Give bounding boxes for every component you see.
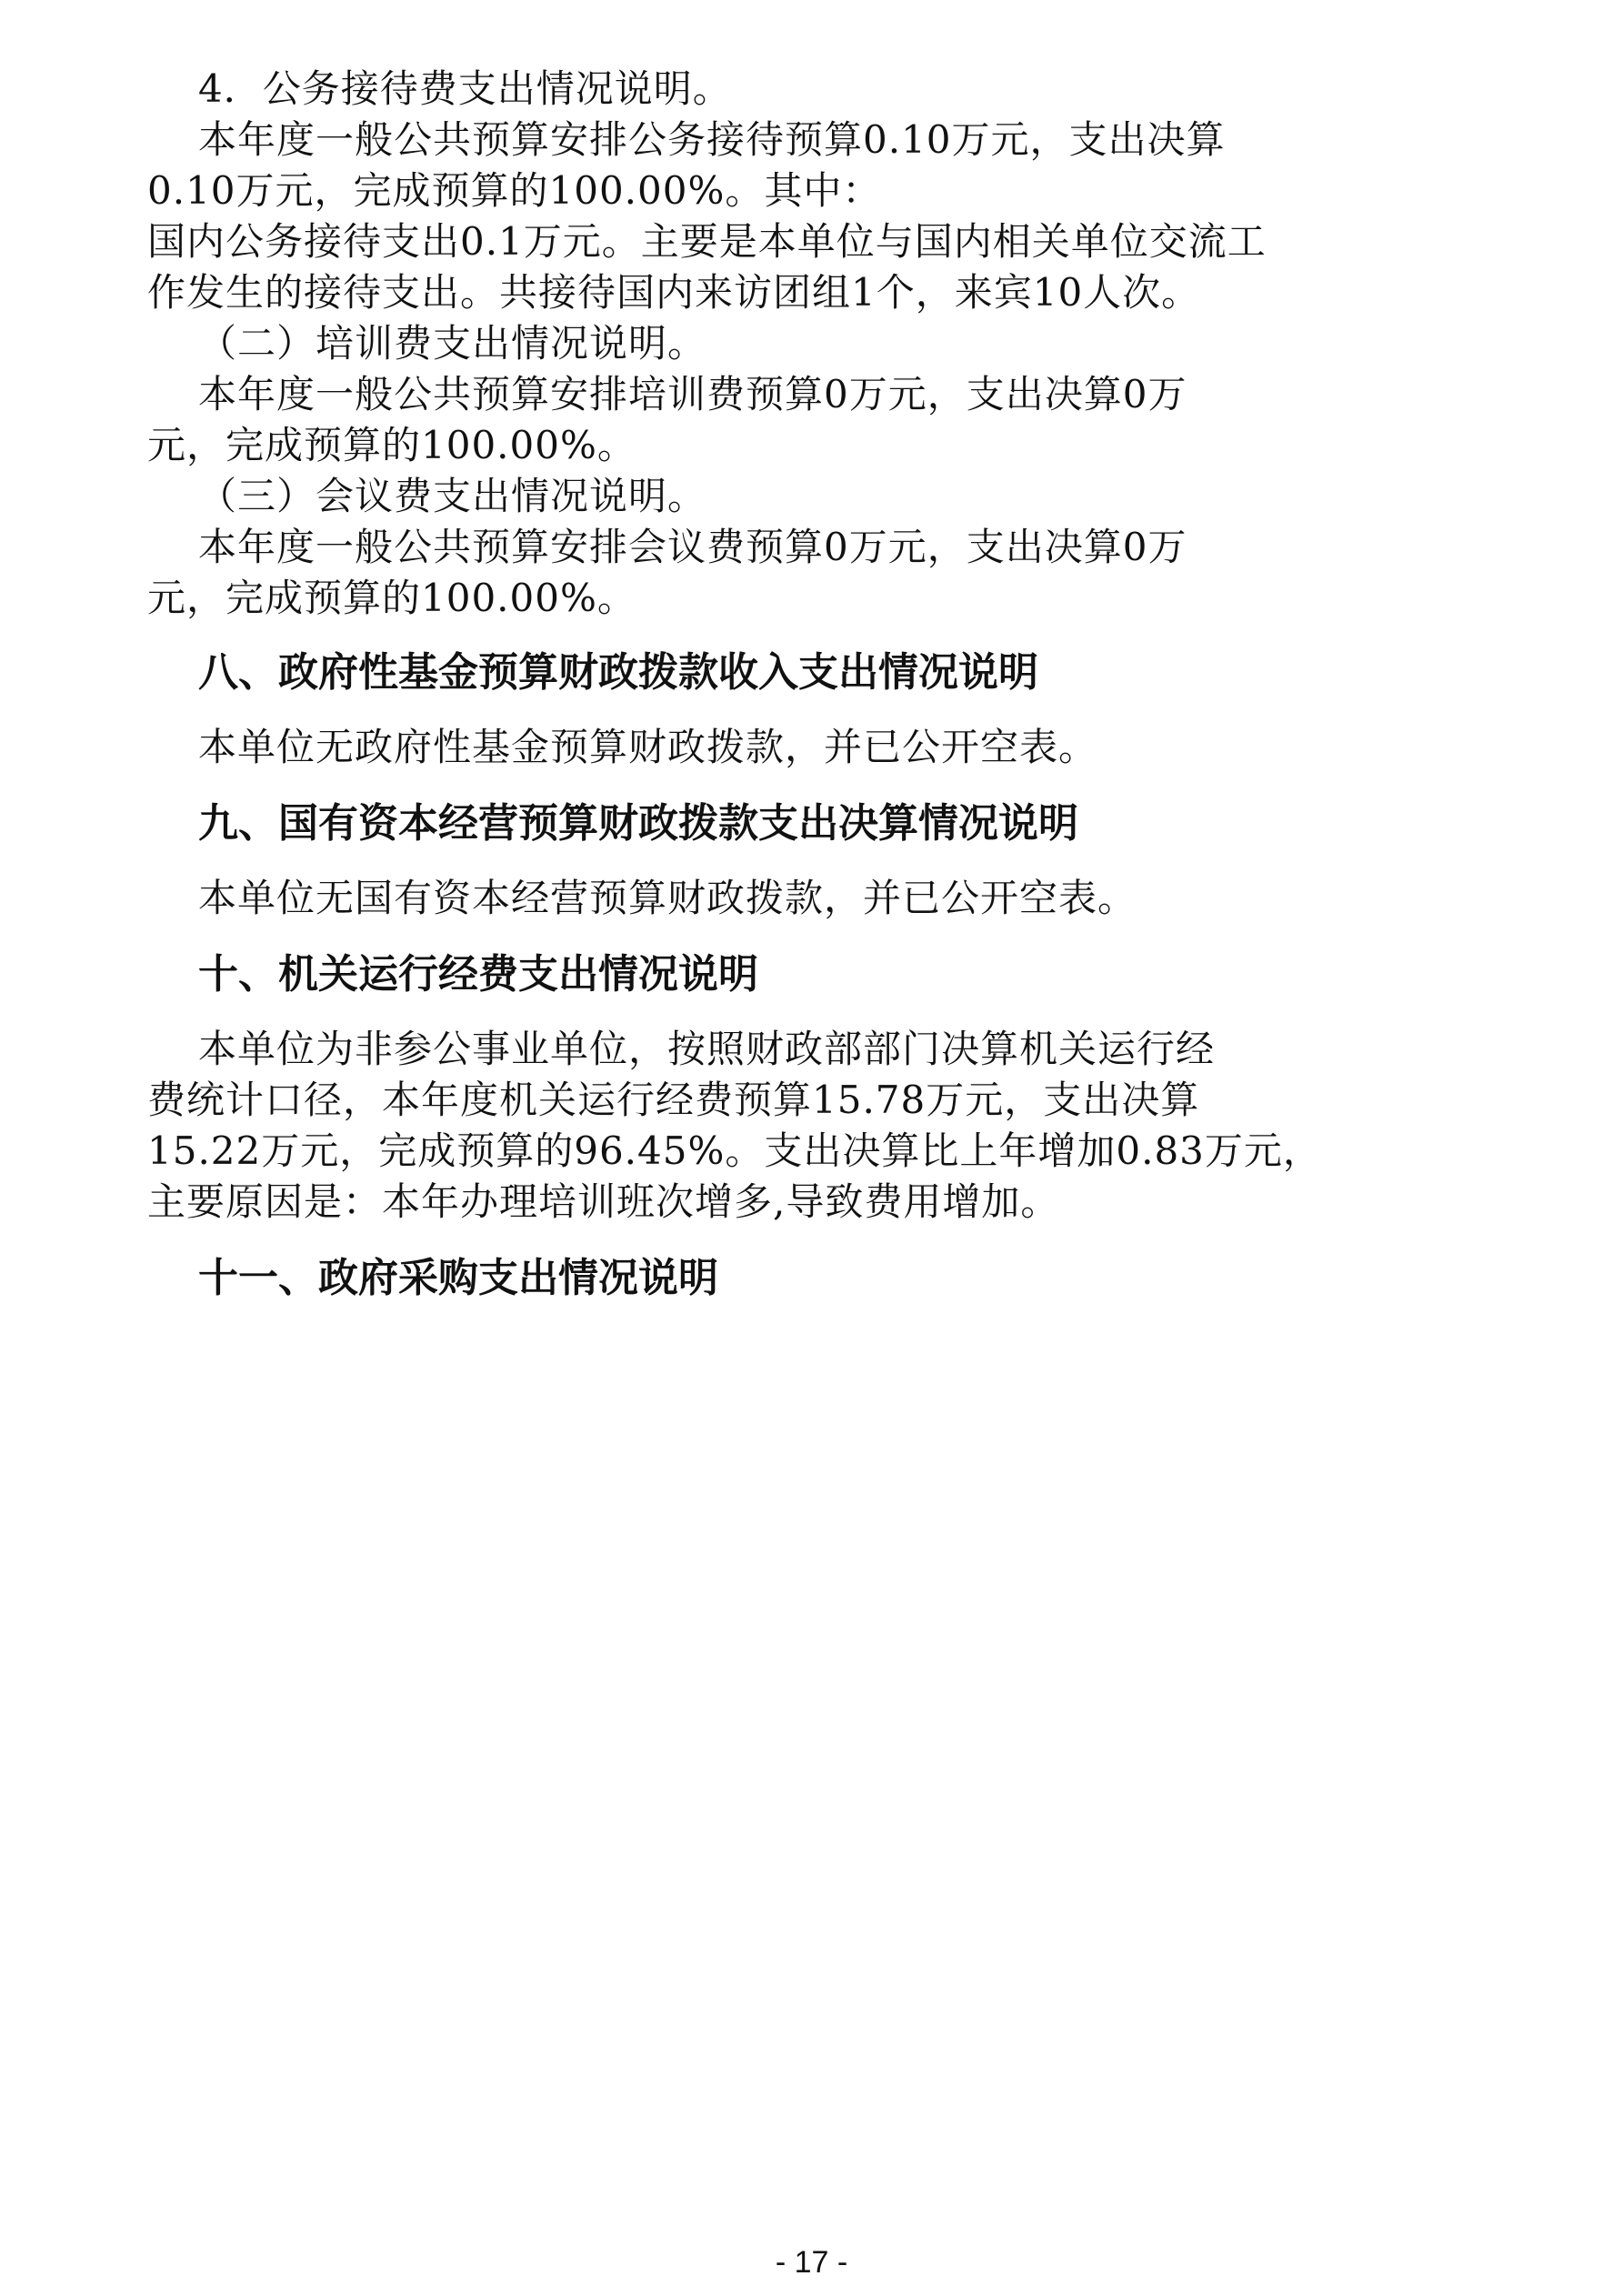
subsection-4-heading-line-1: 4．公务接待费支出情况说明。 [198,66,732,111]
section-10-paragraph-line-2: 费统计口径，本年度机关运行经费预算15.78万元，支出决算 [147,1078,1200,1122]
section-10-paragraph-line-3: 15.22万元，完成预算的96.45%。支出决算比上年增加0.83万元， [147,1128,1322,1173]
section-8-paragraph-line-1: 本单位无政府性基金预算财政拨款，并已公开空表。 [198,725,1098,769]
section-10-paragraph-line-1: 本单位为非参公事业单位，按照财政部部门决算机关运行经 [198,1027,1216,1071]
section-9-heading-line-1: 九、国有资本经营预算财政拨款支出决算情况说明 [198,800,1078,847]
meeting-heading-line-1: （三）会议费支出情况说明。 [198,474,707,518]
training-heading-line-1: （二）培训费支出情况说明。 [198,321,707,366]
reception-budget-line-3: 国内公务接待支出0.1万元。主要是本单位与国内相关单位交流工 [147,219,1267,264]
section-8-heading-line-1: 八、政府性基金预算财政拨款收入支出情况说明 [198,649,1038,696]
meeting-budget-line-1: 本年度一般公共预算安排会议费预算0万元，支出决算0万 [198,525,1187,569]
reception-budget-line-4: 作发生的接待支出。共接待国内来访团组1个，来宾10人次。 [147,270,1201,315]
section-10-paragraph-line-4: 主要原因是：本年办理培训班次增多,导致费用增加。 [147,1179,1060,1224]
section-10-heading-line-1: 十、机关运行经费支出情况说明 [198,951,758,998]
section-9-paragraph-line-1: 本单位无国有资本经营预算财政拨款，并已公开空表。 [198,876,1137,920]
meeting-budget-line-2: 元，完成预算的100.00%。 [147,576,636,620]
reception-budget-line-2: 0.10万元，完成预算的100.00%。其中： [147,168,882,213]
training-budget-line-1: 本年度一般公共预算安排培训费预算0万元，支出决算0万 [198,372,1187,416]
training-budget-line-2: 元，完成预算的100.00%。 [147,423,636,467]
reception-budget-line-1: 本年度一般公共预算安排公务接待预算0.10万元，支出决算 [198,117,1226,162]
section-11-heading-line-1: 十一、政府采购支出情况说明 [198,1255,718,1301]
page-number: - 17 - [775,2245,848,2280]
